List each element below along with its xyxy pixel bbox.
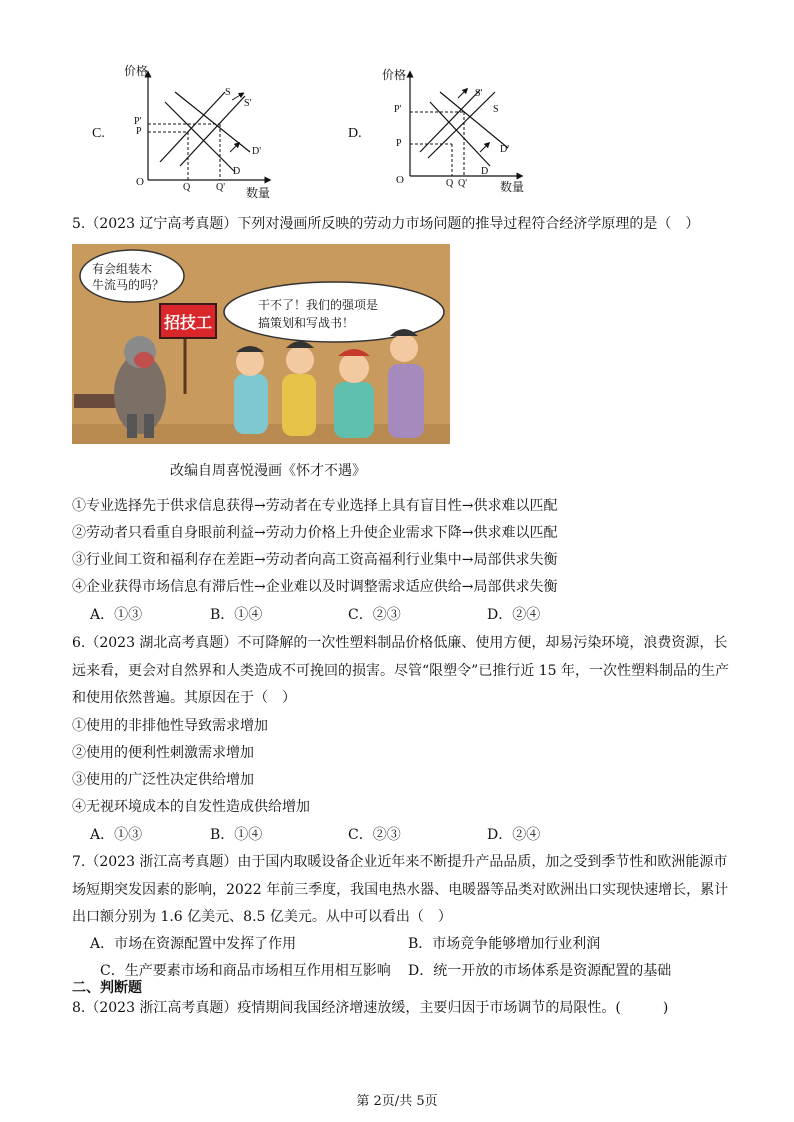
graph-d-option-label: D. — [348, 126, 362, 141]
q6-stem-line-2: 远来看，更会对自然界和人类造成不可挽回的损害。尽管“限塑令”已推行近 15 年，一次性塑料制品的生产 — [72, 663, 730, 679]
bubble-left-line2: 牛流马的吗？ — [92, 278, 165, 292]
graph-d-p: P — [396, 138, 402, 149]
graph-c-xlabel: 数量 — [246, 186, 271, 200]
q8-stem: 8.（2023 浙江高考真题）疫情期间我国经济增速放缓，主要归因于市场调节的局限性。( ) — [72, 1000, 669, 1016]
q6-stem-line-3: 和使用依然普遍。其原因在于（ ） — [72, 690, 296, 706]
q6-item-2: ②使用的便利性刺激需求增加 — [72, 745, 254, 761]
q5-item-1: ①专业选择先于供求信息获得→劳动者在专业选择上具有盲目性→供求难以匹配 — [72, 498, 558, 514]
graph-c-origin: O — [136, 176, 144, 188]
graph-c-option-label: C. — [92, 126, 105, 141]
q6-item-3: ③使用的广泛性决定供给增加 — [72, 772, 254, 788]
q6-item-1: ①使用的非排他性导致需求增加 — [72, 718, 268, 734]
q7-stem-line-1: 7.（2023 浙江高考真题）由于国内取暖设备企业近年来不断提升产品品质，加之受到季节性和欧洲能源市 — [72, 854, 728, 870]
bubble-right-line2: 搞策划和写战书！ — [258, 316, 355, 330]
graph-d-s-prime-curve — [420, 88, 483, 152]
sign-text: 招技工 — [164, 313, 213, 332]
graph-d-d-prime: D' — [500, 144, 510, 155]
q7-stem-line-3: 出口额分别为 1.6 亿美元、8.5 亿美元。从中可以看出（ ） — [72, 909, 452, 925]
graph-c-p: P — [136, 126, 142, 137]
q6-option-c[interactable]: C．②③ — [348, 827, 401, 843]
section-2-heading: 二、判断题 — [72, 980, 142, 996]
graph-c-s: S — [225, 87, 231, 98]
q6-option-b[interactable]: B．①④ — [210, 827, 263, 843]
q6-option-d[interactable]: D．②④ — [487, 827, 541, 843]
q7-option-b[interactable]: B．市场竞争能够增加行业利润 — [408, 936, 601, 952]
graph-c-d-prime-curve — [175, 92, 250, 152]
q5-caption: 改编自周喜悦漫画《怀才不遇》 — [170, 463, 366, 479]
q5-option-a[interactable]: A．①③ — [90, 607, 143, 623]
graph-c-d-prime: D' — [252, 146, 262, 157]
q6-item-4: ④无视环境成本的自发性造成供给增加 — [72, 799, 310, 815]
graph-d-xlabel: 数量 — [500, 180, 525, 194]
q5-cartoon — [72, 244, 450, 444]
q5-item-2: ②劳动者只看重自身眼前利益→劳动力价格上升使企业需求下降→供求难以匹配 — [72, 525, 558, 541]
graph-c-p-prime: P' — [134, 116, 142, 127]
q7-option-c[interactable]: C．生产要素市场和商品市场相互作用相互影响 — [100, 963, 391, 979]
graph-d-q-prime: Q' — [458, 178, 468, 189]
graph-d-ylabel: 价格 — [382, 68, 407, 82]
scholar-4 — [388, 329, 424, 438]
page-footer: 第 2页/共 5页 — [356, 1094, 438, 1109]
graph-c-d: D — [233, 166, 241, 177]
graph-c-block — [80, 62, 280, 202]
graph-c-s-prime-curve — [180, 96, 245, 166]
scholar-2 — [282, 341, 316, 436]
graph-d-s: S — [493, 104, 499, 115]
graph-d-origin: O — [396, 174, 404, 186]
graph-c-s-prime: S' — [244, 98, 252, 109]
graph-c-svg — [80, 62, 280, 202]
graph-c-ylabel: 价格 — [124, 64, 149, 78]
graph-d-s-curve — [428, 92, 495, 158]
graph-d-q: Q — [446, 178, 454, 189]
q6-option-a[interactable]: A．①③ — [90, 827, 143, 843]
graph-c-q-prime: Q' — [216, 182, 226, 193]
q7-option-d[interactable]: D．统一开放的市场体系是资源配置的基础 — [408, 963, 672, 979]
q7-stem-line-2: 场短期突发因素的影响，2022 年前三季度，我国电热水器、电暖器等品类对欧洲出口实现快速增长，累计 — [72, 882, 729, 898]
graph-d-block — [340, 62, 540, 202]
scholar-1 — [234, 346, 268, 434]
bubble-left-line1: 有会组装木 — [92, 262, 153, 276]
bubble-right-line1: 干不了！我们的强项是 — [258, 298, 379, 312]
q5-option-c[interactable]: C．②③ — [348, 607, 401, 623]
q5-item-3: ③行业间工资和福利存在差距→劳动者向高工资高福利行业集中→局部供求失衡 — [72, 552, 558, 568]
q5-option-d[interactable]: D．②④ — [487, 607, 541, 623]
q5-option-b[interactable]: B．①④ — [210, 607, 263, 623]
q5-stem: 5.（2023 辽宁高考真题）下列对漫画所反映的劳动力市场问题的推导过程符合经济学原理的是（ ） — [72, 216, 700, 232]
q5-item-4: ④企业获得市场信息有滞后性→企业难以及时调整需求适应供给→局部供求失衡 — [72, 579, 558, 595]
q7-option-a[interactable]: A．市场在资源配置中发挥了作用 — [90, 936, 297, 952]
graph-d-s-prime: S' — [475, 88, 483, 99]
q6-stem-line-1: 6.（2023 湖北高考真题）不可降解的一次性塑料制品价格低廉、使用方便，却易污染环境，浪费资源，长 — [72, 635, 728, 651]
graph-d-p-prime: P' — [394, 104, 402, 115]
graph-c-q: Q — [183, 182, 191, 193]
scholar-3 — [334, 349, 374, 438]
general-figure — [74, 336, 166, 438]
graph-d-d: D — [481, 166, 489, 177]
